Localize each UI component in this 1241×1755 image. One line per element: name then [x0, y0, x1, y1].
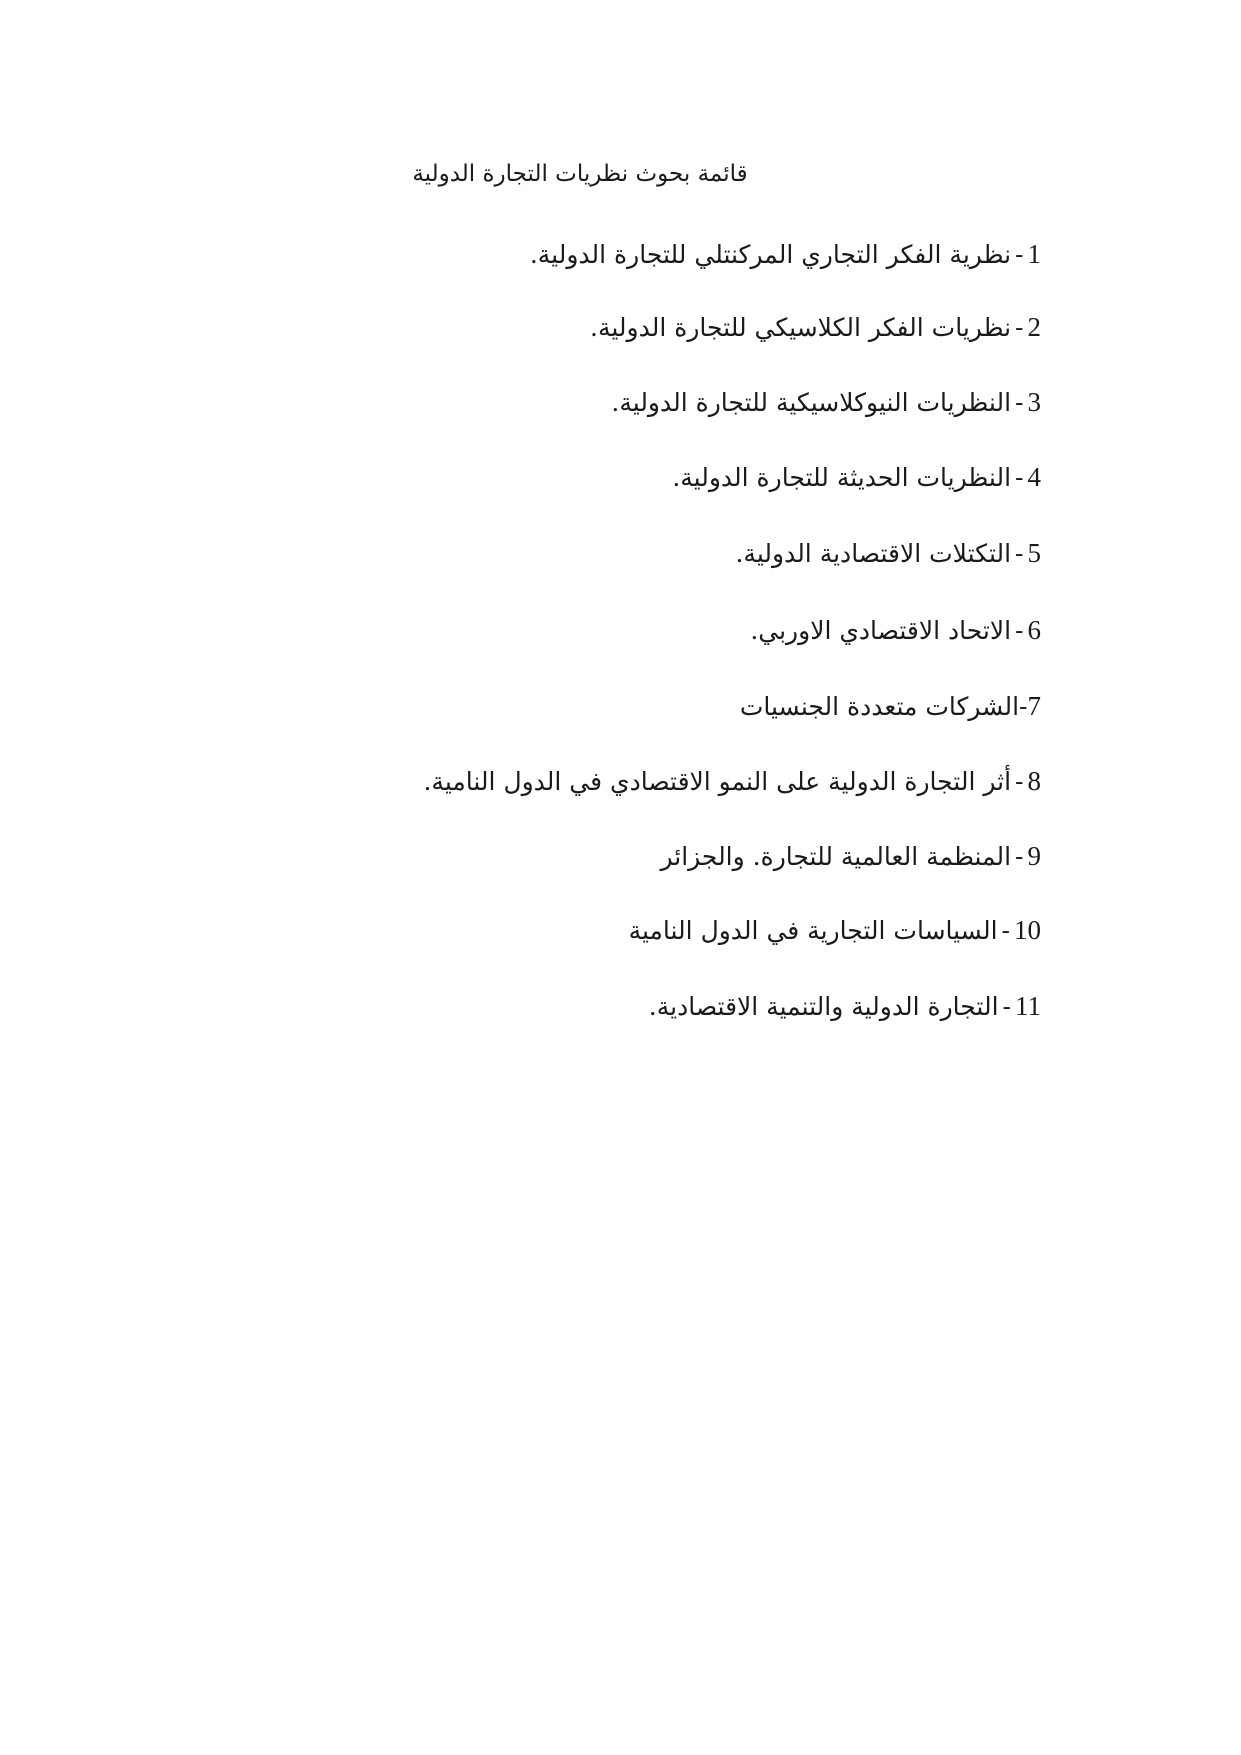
- list-item: [590, 309, 1041, 346]
- item-number: 10: [1014, 915, 1041, 945]
- item-separator: -: [1015, 388, 1024, 417]
- item-number: 6: [1027, 615, 1041, 645]
- item-separator: -: [1015, 539, 1024, 568]
- item-number: 1: [1027, 239, 1041, 269]
- item-text: نظريات الفكر الكلاسيكي للتجارة الدولية.: [590, 313, 1012, 342]
- item-separator: -: [1019, 692, 1028, 721]
- item-text: المنظمة العالمية للتجارة. والجزائر: [660, 842, 1012, 871]
- item-number: 11: [1015, 991, 1041, 1021]
- list-item: [672, 459, 1041, 496]
- item-text: السياسات التجارية في الدول النامية: [628, 916, 998, 945]
- list-item: [735, 535, 1041, 572]
- item-text: التكتلات الاقتصادية الدولية.: [735, 539, 1012, 568]
- item-separator: -: [1015, 616, 1024, 645]
- item-separator: -: [1015, 463, 1024, 492]
- item-number: 4: [1027, 462, 1041, 492]
- list-item: [740, 688, 1041, 725]
- list-item: [530, 236, 1041, 273]
- item-number: 5: [1027, 538, 1041, 568]
- list-item: [629, 912, 1041, 949]
- item-number: 2: [1027, 312, 1041, 342]
- item-number: 3: [1027, 387, 1041, 417]
- item-separator: -: [1001, 916, 1010, 945]
- item-text: النظريات الحديثة للتجارة الدولية.: [672, 463, 1012, 492]
- list-item: [649, 988, 1041, 1025]
- item-text: الاتحاد الاقتصادي الاوربي.: [750, 616, 1012, 645]
- document-title: قائمة بحوث نظريات التجارة الدولية: [412, 161, 748, 187]
- item-separator: -: [1015, 313, 1024, 342]
- list-item: [423, 763, 1041, 800]
- item-separator: -: [1015, 240, 1024, 269]
- item-separator: -: [1015, 842, 1024, 871]
- list-item: [660, 838, 1041, 875]
- item-text: نظرية الفكر التجاري المركنتلي للتجارة الدولية.: [529, 240, 1012, 269]
- item-text: الشركات متعددة الجنسيات: [739, 692, 1020, 721]
- item-text: النظريات النيوكلاسيكية للتجارة الدولية.: [611, 388, 1012, 417]
- list-item: [750, 612, 1041, 649]
- list-item: [611, 384, 1041, 421]
- item-text: أثر التجارة الدولية على النمو الاقتصادي في الدول النامية.: [423, 767, 1012, 796]
- item-separator: -: [1002, 992, 1011, 1021]
- item-number: 7: [1027, 691, 1041, 721]
- item-text: التجارة الدولية والتنمية الاقتصادية.: [648, 992, 999, 1021]
- item-separator: -: [1015, 767, 1024, 796]
- item-number: 9: [1027, 841, 1041, 871]
- item-number: 8: [1027, 766, 1041, 796]
